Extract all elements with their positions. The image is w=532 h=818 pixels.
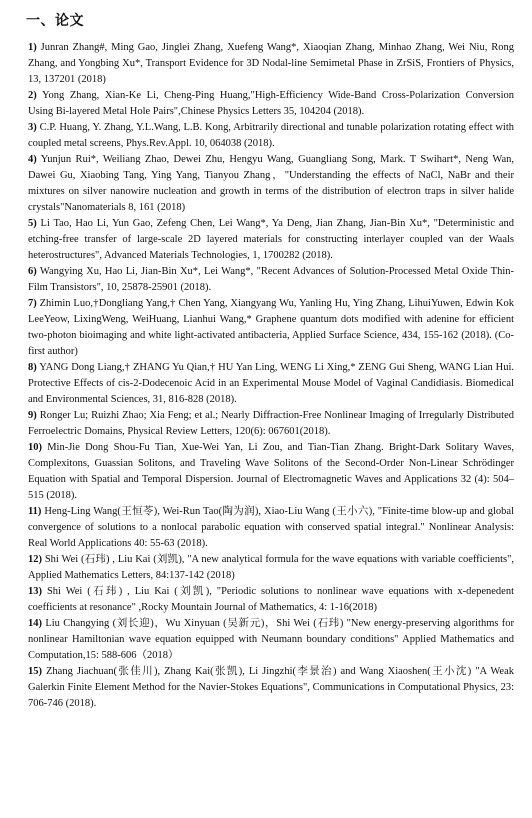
reference-text: Zhang Jiachuan(张佳川), Zhang Kai(张凯), Li Jingzhi(李景治) and Wang Xiaoshen(王小沈) "A Weak Galerkin Finite Element Method for the Navier-Stokes Equations", Communications in Computational Physics, 23: 706-746 (2018).: [28, 666, 515, 709]
reference-number: 5): [28, 218, 37, 229]
reference-number: 1): [28, 42, 37, 53]
reference-item: [28, 408, 514, 440]
reference-item: [28, 264, 514, 296]
reference-text: Yong Zhang, Xian-Ke Li, Cheng-Ping Huang,"High-Efficiency Wide-Band Cross-Polarization Conversion Using Bi-layered Metal Hole Pairs",Chinese Physics Letters 35, 104204 (2018).: [28, 90, 514, 117]
reference-number: 7): [28, 298, 37, 309]
reference-number: 8): [28, 362, 37, 373]
reference-text: Yunjun Rui*, Weiliang Zhao, Dewei Zhu, Hengyu Wang, Guangliang Song, Mark. T Swihart*, Neng Wan, Dawei Gu, Xiaobing Tang, Ying Yang, Tianyou Zhang，"Understanding the effects of NaCl, NaBr and their mixtures on silver nanowire nucleation and growth in terms of the distribution of electron traps in silver halide crystals"Nanomaterials 8, 161 (2018): [28, 154, 514, 213]
reference-item: [28, 616, 514, 664]
reference-text: Heng-Ling Wang(王恒苓), Wei-Run Tao(陶为润), Xiao-Liu Wang (王小六), "Finite-time blow-up and global convergence of solutions to a nonlocal parabolic equation with conserved spatial integral." Nonlinear Analysis: Real World Applications 40: 55-63 (2018).: [28, 506, 514, 549]
section-title: 一、论文: [26, 13, 84, 29]
reference-number: 14): [28, 618, 42, 629]
reference-number: 9): [28, 410, 37, 421]
reference-text: Shi Wei (石玮) , Liu Kai (刘凯), "Periodic solutions to nonlinear wave equations with x-depenedent coefficients at resonance" ,Rocky Mountain Journal of Mathematics, 4: 1-16(2018): [28, 586, 514, 613]
reference-number: 4): [28, 154, 37, 165]
reference-item: [28, 40, 514, 88]
reference-text: Zhimin Luo,†Dongliang Yang,† Chen Yang, Xiangyang Wu, Yanling Hu, Ying Zhang, LihuiYuwen, Edwin Kok LeeYeow, LixingWeng, WeiHuang, Lianhui Wang,* Graphene quantum dots modified with adenine for efficient two-photon bioimaging and white light-activated antibacteria, Applied Surface Science, 434, 155-162 (2018). (Co-first author): [28, 298, 515, 357]
reference-number: 3): [28, 122, 37, 133]
reference-text: Shi Wei (石玮) , Liu Kai (刘凯), "A new analytical formula for the wave equations with variable coefficients", Applied Mathematics Letters, 84:137-142 (2018): [28, 554, 514, 581]
reference-item: [28, 504, 514, 552]
reference-item: [28, 296, 514, 360]
reference-text: Junran Zhang#, Ming Gao, Jinglei Zhang, Xuefeng Wang*, Xiaoqian Zhang, Minhao Zhang, Wei Niu, Rong Zhang, and Yongbing Xu*, Transport Evidence for 3D Nodal-line Semimetal Phase in ZrSiS, Frontiers of Physics, 13, 137201 (2018): [28, 42, 514, 85]
reference-number: 6): [28, 266, 37, 277]
reference-item: [28, 360, 514, 408]
reference-text: Liu Changying (刘长迎)，Wu Xinyuan (吴新元)，Shi Wei (石玮) "New energy-preserving algorithms for nonlinear Hamiltonian wave equation equipped with Neumann boundary conditions" Applied Mathematics and Computation,15: 588-606（2018）: [28, 618, 515, 661]
reference-item: [28, 120, 514, 152]
reference-item: [28, 584, 514, 616]
reference-item: [28, 440, 514, 504]
reference-text: C.P. Huang, Y. Zhang, Y.L.Wang, L.B. Kong, Arbitrarily directional and tunable polarization rotating effect with coupled metal screens, Phys.Rev.Appl. 10, 064038 (2018).: [28, 122, 515, 149]
reference-number: 13): [28, 586, 42, 597]
reference-number: 10): [28, 442, 42, 453]
reference-item: [28, 152, 514, 216]
reference-number: 12): [28, 554, 42, 565]
reference-text: Wangying Xu, Hao Li, Jian-Bin Xu*, Lei Wang*, "Recent Advances of Solution-Processed Metal Oxide Thin-Film Transistors", 10, 25878-25901 (2018).: [28, 266, 515, 293]
reference-item: [28, 664, 514, 712]
reference-text: Ronger Lu; Ruizhi Zhao; Xia Feng; et al.; Nearly Diffraction-Free Nonlinear Imaging of Irregularly Distributed Ferroelectric Domains, Physical Review Letters, 120(6): 067601(2018).: [28, 410, 515, 437]
reference-text: YANG Dong Liang,† ZHANG Yu Qian,† HU Yan Ling, WENG Li Xing,* ZENG Gui Sheng, WANG Lian Hui. Protective Effects of cis-2-Dodecenoic Acid in an Experimental Mouse Model of Vaginal Candidiasis. Biomedical and Environmental Sciences, 31, 816-828 (2018).: [28, 362, 514, 405]
reference-number: 15): [28, 666, 42, 677]
reference-number: 11): [28, 506, 42, 517]
reference-list: [28, 40, 514, 712]
reference-item: [28, 552, 514, 584]
reference-text: Min-Jie Dong Shou-Fu Tian, Xue-Wei Yan, Li Zou, and Tian-Tian Zhang. Bright-Dark Solitary Waves, Complexitons, Guassian Solitons, and Traveling Wave Solitons of the Second-Order Non-Linear Schrödinger Equation with Spatial and Temporal Dispersion. Journal of Electromagnetic Waves and Applications 32 (4): 504–515 (2018).: [28, 442, 515, 501]
reference-item: [28, 216, 514, 264]
reference-item: [28, 88, 514, 120]
reference-text: Li Tao, Hao Li, Yun Gao, Zefeng Chen, Lei Wang*, Ya Deng, Jian Zhang, Jian-Bin Xu*, "Deterministic and etching-free transfer of large-scale 2D layered materials for constructing interlayer coupled van der Waals heterostructures", Advanced Materials Technologies, 1, 1700282 (2018).: [28, 218, 514, 261]
reference-number: 2): [28, 90, 37, 101]
